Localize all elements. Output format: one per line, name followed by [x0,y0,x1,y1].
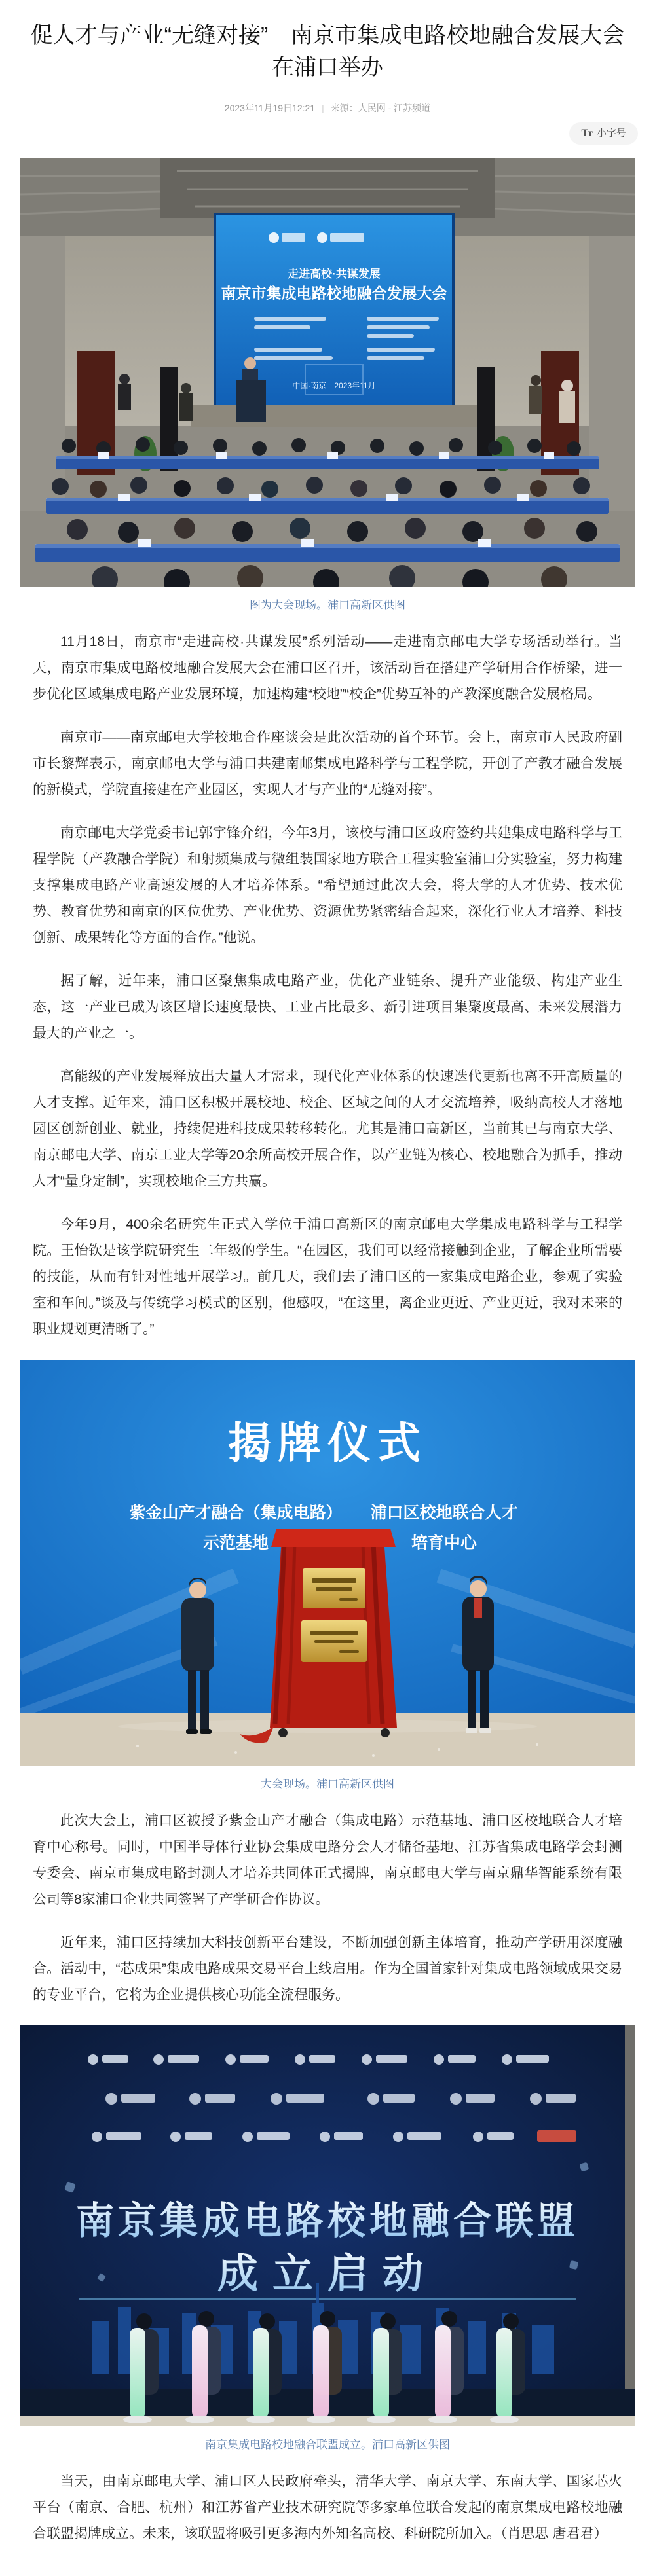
photo-unveiling-ceremony [20,1360,635,1791]
right-plaque-title-line2: 培育中心 [411,1533,477,1552]
glow-line [79,2298,576,2300]
article-paragraph: 近年来，浦口区持续加大科技创新平台建设，不断加强创新主体培育，推动产学研用深度融合。活动中，“芯成果”集成电路成果交易平台上线启用。作为全国首家针对集成电路领域成果交易的专业平台，它将为企业提供核心功能全流程服务。 [33,1934,622,2003]
alliance-launch-image [20,2025,635,2426]
left-speaker [160,367,178,471]
meta-separator: | [322,102,324,113]
bottom-spacer [0,2564,655,2576]
font-size-icon: Tᴛ [581,127,592,139]
font-size-label: 小字号 [596,128,626,139]
photo-caption-2: 大会现场。浦口高新区供图 [261,1777,394,1791]
article-paragraph: 南京市——南京邮电大学校地合作座谈会是此次活动的首个环节。会上，南京市人民政府副市长黎辉表示，南京邮电大学与浦口共建南邮集成电路科学与工程学院，开创了产教才融合发展的新模式，学院直接建在产业园区，实现人才与产业的“无缝对接”。 [33,729,622,797]
article-paragraph: 今年9月，400余名研究生正式入学位于浦口高新区的南京邮电大学集成电路科学与工程学院。王怡钦是该学院研究生二年级的学生。“在园区，我们可以经常接触到企业，了解企业所需要的技能，从而有针对性地开展学习。前几天，我们去了浦口区的一家集成电路企业，参观了实验室和车间。”谈及与传统学习模式的区别，他感叹，“在这里，离企业更近、产业更近，我对未来的职业规划更清晰了。” [33,1216,622,1337]
stage [191,405,477,427]
page-title: 促人才与产业“无缝对接” 南京市集成电路校地融合发展大会在浦口举办 [30,23,625,81]
screen-footer: 中国·南京 2023年11月 [292,380,376,390]
article-paragraph: 高能级的产业发展释放出大量人才需求，现代化产业体系的快速迭代更新也离不开高质量的人才支撑。近年来，浦口区积极开展校地、校企、区域之间的人才交流培养，吸纳高校人才落地园区创新创业、就业，持续促进科技成果转移转化。尤其是浦口高新区，当前其已与南京大学、南京邮电大学、南京工业大学等20余所高校开展合作，以产业链为核心、校地融合为抓手，推动人才“量身定制”，实现校地企三方共赢。 [33,1068,622,1189]
publish-date: 2023年11月19日12:21 [224,102,316,113]
ceremony-title: 揭牌仪式 [228,1418,427,1467]
speaker-head [244,357,256,369]
photo-caption-1: 图为大会现场。浦口高新区供图 [250,598,405,612]
podium [236,380,266,422]
source-label: 来源：人民网 - 江苏频道 [330,102,431,113]
article-meta [0,101,655,115]
article-section-3 [33,2469,622,2547]
article-paragraph: 当天，由南京邮电大学、浦口区人民政府牵头，清华大学、南京大学、东南大学、国家芯火平台（南京、合肥、杭州）和江苏省产业技术研究院等多家单位联合发起的南京集成电路校地融合联盟揭牌成立。未来，该联盟将吸引更多海内外知名高校、科研院所加入。（肖思思 唐君君） [33,2473,622,2541]
alliance-subtitle: 成立启动 [217,2251,438,2296]
left-plaque-title-line1: 紫金山产才融合（集成电路） [129,1503,343,1522]
alliance-title: 南京集成电路校地融合联盟 [75,2199,580,2242]
screen-tagline: 走进高校·共谋发展 [288,267,381,280]
left-plaque-title-line2: 示范基地 [202,1533,269,1552]
article-toolbar [0,122,655,145]
article-section-1 [33,629,622,1343]
article-paragraph: 南京邮电大学党委书记郭宇锋介绍，今年3月，该校与浦口区政府签约共建集成电路科学与工程学院（产教融合学院）和射频集成与微组装国家地方联合工程实验室浦口分实验室，努力构建支撑集成电路产业高速发展的人才培养体系。“希望通过此次大会，将大学的人才优势、技术优势、教育优势和南京的区位优势、产业优势、资源优势紧密结合起来，深化行业人才培养、科技创新、成果转化等方面的合作。”他说。 [33,825,622,945]
photo-alliance-launch [20,2025,635,2452]
wall-edge [625,2025,635,2426]
article-section-2 [33,1808,622,2008]
screen-title: 南京市集成电路校地融合发展大会 [221,284,447,302]
article-paragraph: 11月18日，南京市“走进高校·共谋发展”系列活动——走进南京邮电大学专场活动举行。当天，南京市集成电路校地融合发展大会在浦口区召开，该活动旨在搭建产学研用合作桥梁，进一步优化区域集成电路产业发展环境，加速构建“校地”“校企”优势互补的产教深度融合发展格局。 [33,634,622,702]
article-paragraph: 据了解，近年来，浦口区聚焦集成电路产业，优化产业链条、提升产业能级、构建产业生态，这一产业已成为该区增长速度最快、工业占比最多、新引进项目集聚度最高、未来发展潜力最大的产业之一。 [33,973,622,1041]
right-plaque-title-line1: 浦口区校地联合人才 [370,1503,518,1522]
photo-conference-hall [20,158,635,612]
conference-hall-image [20,158,635,587]
unveiling-image [20,1360,635,1766]
article-paragraph: 此次大会上，浦口区被授予紫金山产才融合（集成电路）示范基地、浦口区校地联合人才培育中心称号。同时，中国半导体行业协会集成电路分会人才储备基地、江苏省集成电路学会封测专委会、南京市集成电路封测人才培养共同体正式揭牌，南京邮电大学与南京鼎华智能系统有限公司等8家浦口企业共同签署了产学研合作协议。 [33,1813,622,1907]
font-size-button[interactable] [569,122,638,145]
photo-caption-3: 南京集成电路校地融合联盟成立。浦口高新区供图 [205,2438,450,2452]
